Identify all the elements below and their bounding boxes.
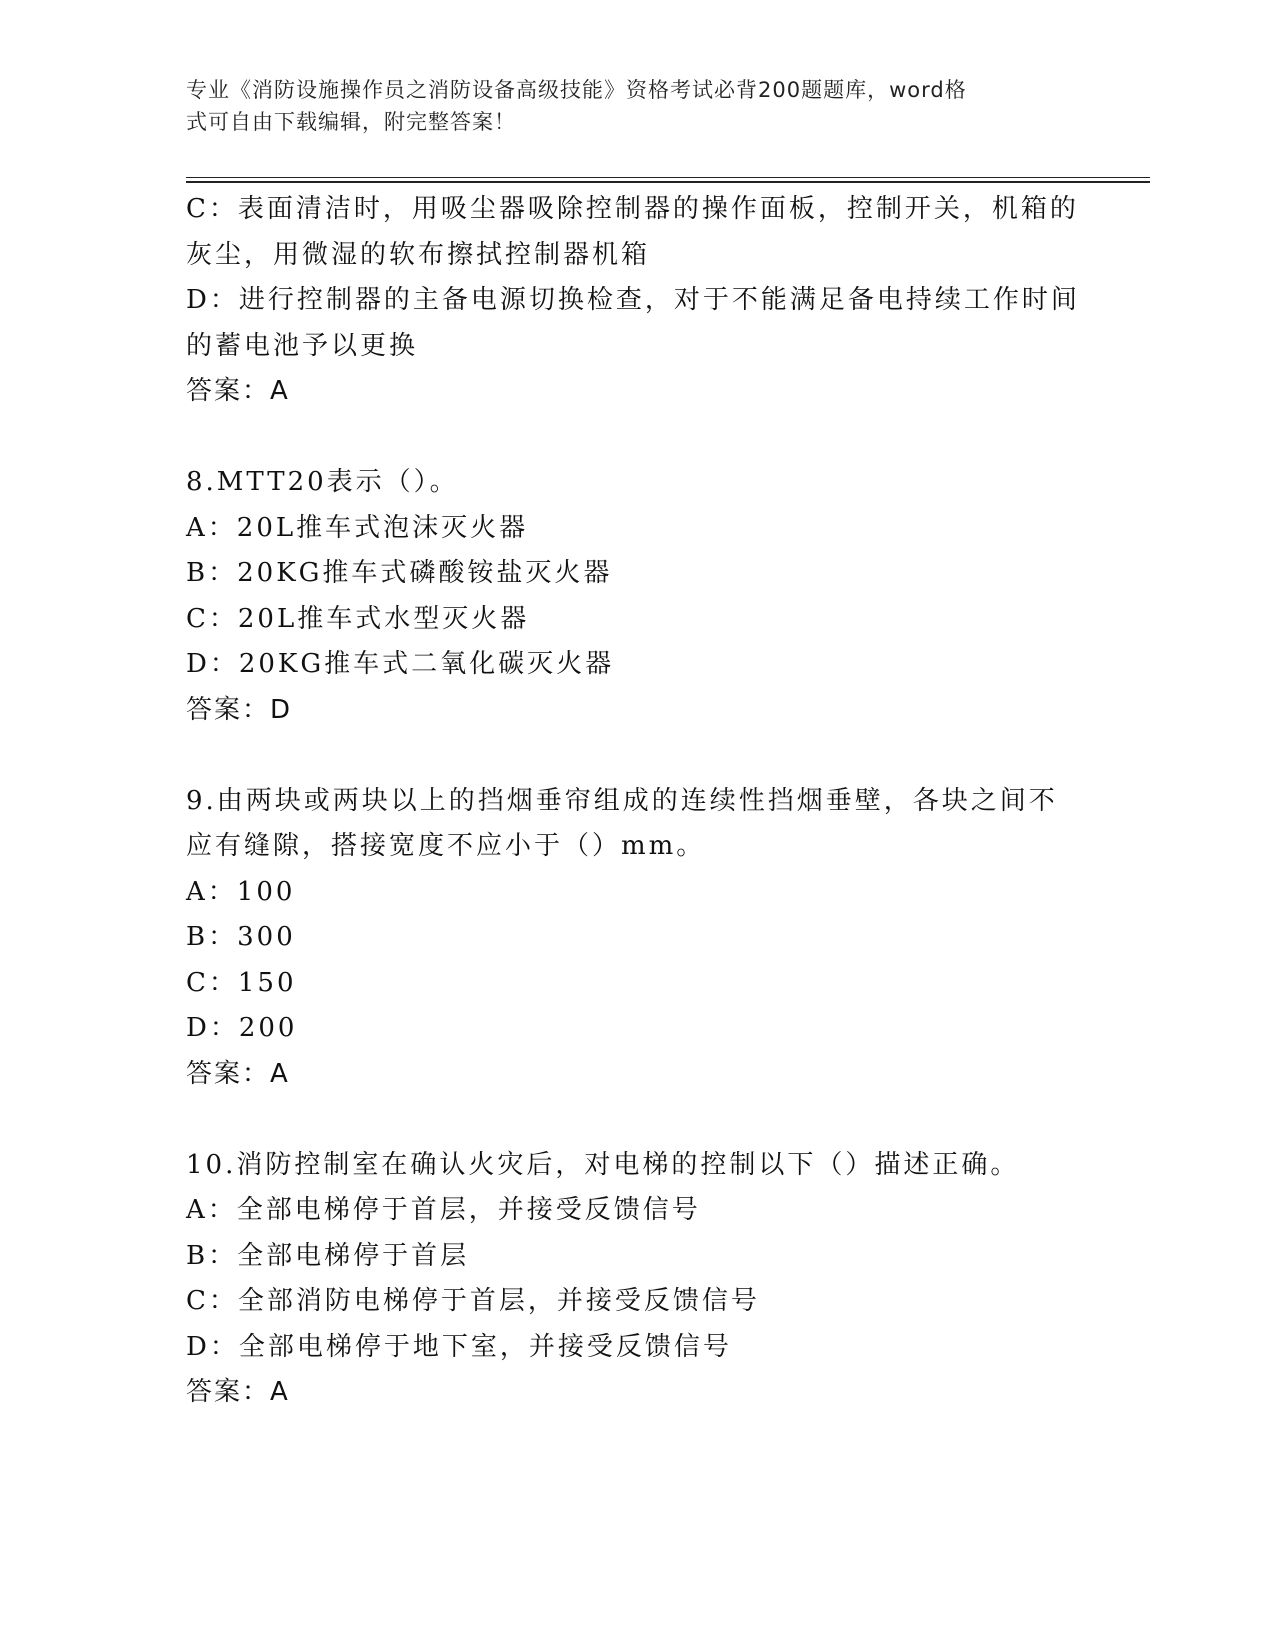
answer-label: 答案：A bbox=[186, 1058, 290, 1089]
question-spacer bbox=[186, 733, 1086, 779]
header-title-line-2: 式可自由下载编辑，附完整答案！ bbox=[186, 110, 516, 134]
answer-label: 答案：A bbox=[186, 376, 290, 406]
answer-label: 答案：D bbox=[186, 694, 293, 725]
header-divider-thin bbox=[186, 177, 1150, 178]
question-7-continued bbox=[186, 187, 1086, 415]
question-stem: 10.消防控制室在确认火灾后，对电梯的控制以下（）描述正确。 bbox=[186, 1149, 1020, 1180]
option-c: C：150 bbox=[186, 967, 297, 998]
option-b: B：300 bbox=[186, 922, 296, 952]
option-d: D：20KG推车式二氧化碳灭火器 bbox=[186, 649, 615, 679]
header-divider-thick bbox=[186, 181, 1150, 183]
option-d-line-1: D：进行控制器的主备电源切换检查，对于不能满足备电持续工作时间 bbox=[186, 285, 1080, 315]
option-b: B：全部电梯停于首层 bbox=[186, 1240, 470, 1271]
option-d: D：全部电梯停于地下室，并接受反馈信号 bbox=[186, 1331, 732, 1362]
option-c: C：全部消防电梯停于首层，并接受反馈信号 bbox=[186, 1286, 760, 1316]
option-a: A：100 bbox=[186, 876, 296, 907]
document-header bbox=[186, 74, 1086, 138]
question-stem: 8.MTT20表示（）。 bbox=[186, 467, 459, 497]
question-8 bbox=[186, 460, 1086, 733]
question-stem-line-1: 9.由两块或两块以上的挡烟垂帘组成的连续性挡烟垂壁，各块之间不 bbox=[186, 785, 1058, 816]
option-b: B：20KG推车式磷酸铵盐灭火器 bbox=[186, 558, 613, 588]
option-a: A：全部电梯停于首层，并接受反馈信号 bbox=[186, 1195, 701, 1225]
question-content bbox=[186, 187, 1086, 1416]
option-c: C：20L推车式水型灭火器 bbox=[186, 603, 530, 634]
option-c-line-2: 灰尘，用微湿的软布擦拭控制器机箱 bbox=[186, 239, 651, 270]
answer-label: 答案：A bbox=[186, 1377, 290, 1407]
option-d-line-2: 的蓄电池予以更换 bbox=[186, 330, 419, 361]
question-spacer bbox=[186, 1097, 1086, 1143]
option-a: A：20L推车式泡沫灭火器 bbox=[186, 512, 529, 543]
option-c-line-1: C：表面清洁时，用吸尘器吸除控制器的操作面板，控制开关，机箱的 bbox=[186, 194, 1079, 224]
option-d: D：200 bbox=[186, 1013, 298, 1043]
question-9 bbox=[186, 779, 1086, 1098]
question-10 bbox=[186, 1143, 1086, 1416]
question-stem-line-2: 应有缝隙，搭接宽度不应小于（）mm。 bbox=[186, 831, 706, 861]
question-spacer bbox=[186, 415, 1086, 461]
header-title-line-1: 专业《消防设施操作员之消防设备高级技能》资格考试必背200题题库，word格 bbox=[186, 78, 967, 102]
